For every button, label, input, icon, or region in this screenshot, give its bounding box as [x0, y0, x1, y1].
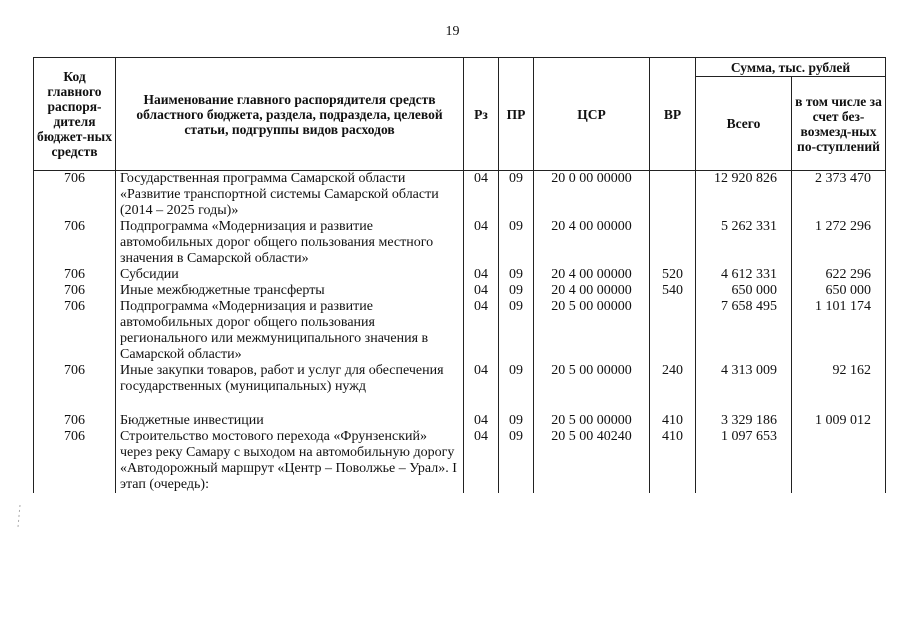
table-row	[34, 363, 886, 395]
cell-total: 1 097 653	[696, 429, 792, 493]
table-row	[34, 283, 886, 299]
cell-code: 706	[34, 219, 116, 267]
cell-vr: 520	[650, 267, 696, 283]
cell-rz: 04	[464, 267, 499, 283]
cell-name: Иные закупки товаров, работ и услуг для обеспечения государственных (муниципальных) нужд	[116, 363, 464, 395]
cell-vr	[650, 299, 696, 363]
table-row	[34, 413, 886, 429]
cell-incl	[792, 429, 886, 493]
cell-incl: 92 162	[792, 363, 886, 395]
cell-vr: 540	[650, 283, 696, 299]
cell-vr: 240	[650, 363, 696, 395]
cell-name: Бюджетные инвестиции	[116, 413, 464, 429]
cell-incl: 2 373 470	[792, 171, 886, 220]
cell-vr: 410	[650, 413, 696, 429]
cell-total: 12 920 826	[696, 171, 792, 220]
cell-incl: 622 296	[792, 267, 886, 283]
table-row	[34, 219, 886, 267]
cell-total: 3 329 186	[696, 413, 792, 429]
cell-vr: 410	[650, 429, 696, 493]
cell-pr: 09	[499, 171, 534, 220]
header-incl: в том числе за счет без-возмезд-ных по-ступлений	[792, 77, 886, 171]
header-name: Наименование главного распорядителя средств областного бюджета, раздела, подраздела, целевой статьи, подгруппы видов расходов	[116, 58, 464, 171]
table-row	[34, 267, 886, 283]
scan-artifact	[17, 505, 21, 527]
header-total: Всего	[696, 77, 792, 171]
cell-rz: 04	[464, 299, 499, 363]
cell-vr	[650, 219, 696, 267]
header-csr: ЦСР	[534, 58, 650, 171]
page-number: 19	[445, 24, 460, 39]
cell-name: Строительство мостового перехода «Фрунзенский» через реку Самару с выходом на автомобильную дорогу «Автодорожный маршрут «Центр – Поволжье – Урал». I этап (очередь):	[116, 429, 464, 493]
cell-csr: 20 4 00 00000	[534, 283, 650, 299]
cell-name: Субсидии	[116, 267, 464, 283]
header-vr: ВР	[650, 58, 696, 171]
cell-code: 706	[34, 267, 116, 283]
cell-pr: 09	[499, 363, 534, 395]
cell-name: Иные межбюджетные трансферты	[116, 283, 464, 299]
cell-rz: 04	[464, 283, 499, 299]
table-row	[34, 171, 886, 220]
cell-code: 706	[34, 413, 116, 429]
cell-csr: 20 4 00 00000	[534, 219, 650, 267]
cell-csr: 20 5 00 40240	[534, 429, 650, 493]
cell-total: 5 262 331	[696, 219, 792, 267]
cell-rz: 04	[464, 429, 499, 493]
budget-table	[33, 57, 886, 493]
header-pr: ПР	[499, 58, 534, 171]
cell-incl: 1 272 296	[792, 219, 886, 267]
cell-rz: 04	[464, 413, 499, 429]
cell-code: 706	[34, 429, 116, 493]
cell-total: 4 313 009	[696, 363, 792, 395]
cell-vr	[650, 171, 696, 220]
cell-name: Государственная программа Самарской области «Развитие транспортной системы Самарской области (2014 – 2025 годы)»	[116, 171, 464, 220]
cell-pr: 09	[499, 283, 534, 299]
cell-total: 7 658 495	[696, 299, 792, 363]
cell-rz: 04	[464, 171, 499, 220]
header-code: Код главного распоря-дителя бюджет-ных средств	[34, 58, 116, 171]
cell-name: Подпрограмма «Модернизация и развитие автомобильных дорог общего пользования местного значения в Самарской области»	[116, 219, 464, 267]
cell-csr: 20 5 00 00000	[534, 299, 650, 363]
cell-pr: 09	[499, 219, 534, 267]
header-rz: Рз	[464, 58, 499, 171]
cell-code: 706	[34, 171, 116, 220]
table-row	[34, 429, 886, 493]
cell-pr: 09	[499, 299, 534, 363]
spacer-row	[34, 395, 886, 413]
cell-pr: 09	[499, 413, 534, 429]
cell-pr: 09	[499, 267, 534, 283]
table-row	[34, 299, 886, 363]
cell-csr: 20 0 00 00000	[534, 171, 650, 220]
cell-incl: 650 000	[792, 283, 886, 299]
cell-code: 706	[34, 363, 116, 395]
cell-pr: 09	[499, 429, 534, 493]
cell-incl: 1 009 012	[792, 413, 886, 429]
cell-rz: 04	[464, 363, 499, 395]
cell-total: 650 000	[696, 283, 792, 299]
cell-csr: 20 4 00 00000	[534, 267, 650, 283]
cell-rz: 04	[464, 219, 499, 267]
cell-code: 706	[34, 283, 116, 299]
header-sum-group: Сумма, тыс. рублей	[696, 58, 886, 77]
cell-total: 4 612 331	[696, 267, 792, 283]
cell-csr: 20 5 00 00000	[534, 413, 650, 429]
cell-code: 706	[34, 299, 116, 363]
cell-name: Подпрограмма «Модернизация и развитие автомобильных дорог общего пользования регионального или межмуниципального значения в Самарской области»	[116, 299, 464, 363]
cell-csr: 20 5 00 00000	[534, 363, 650, 395]
cell-incl: 1 101 174	[792, 299, 886, 363]
